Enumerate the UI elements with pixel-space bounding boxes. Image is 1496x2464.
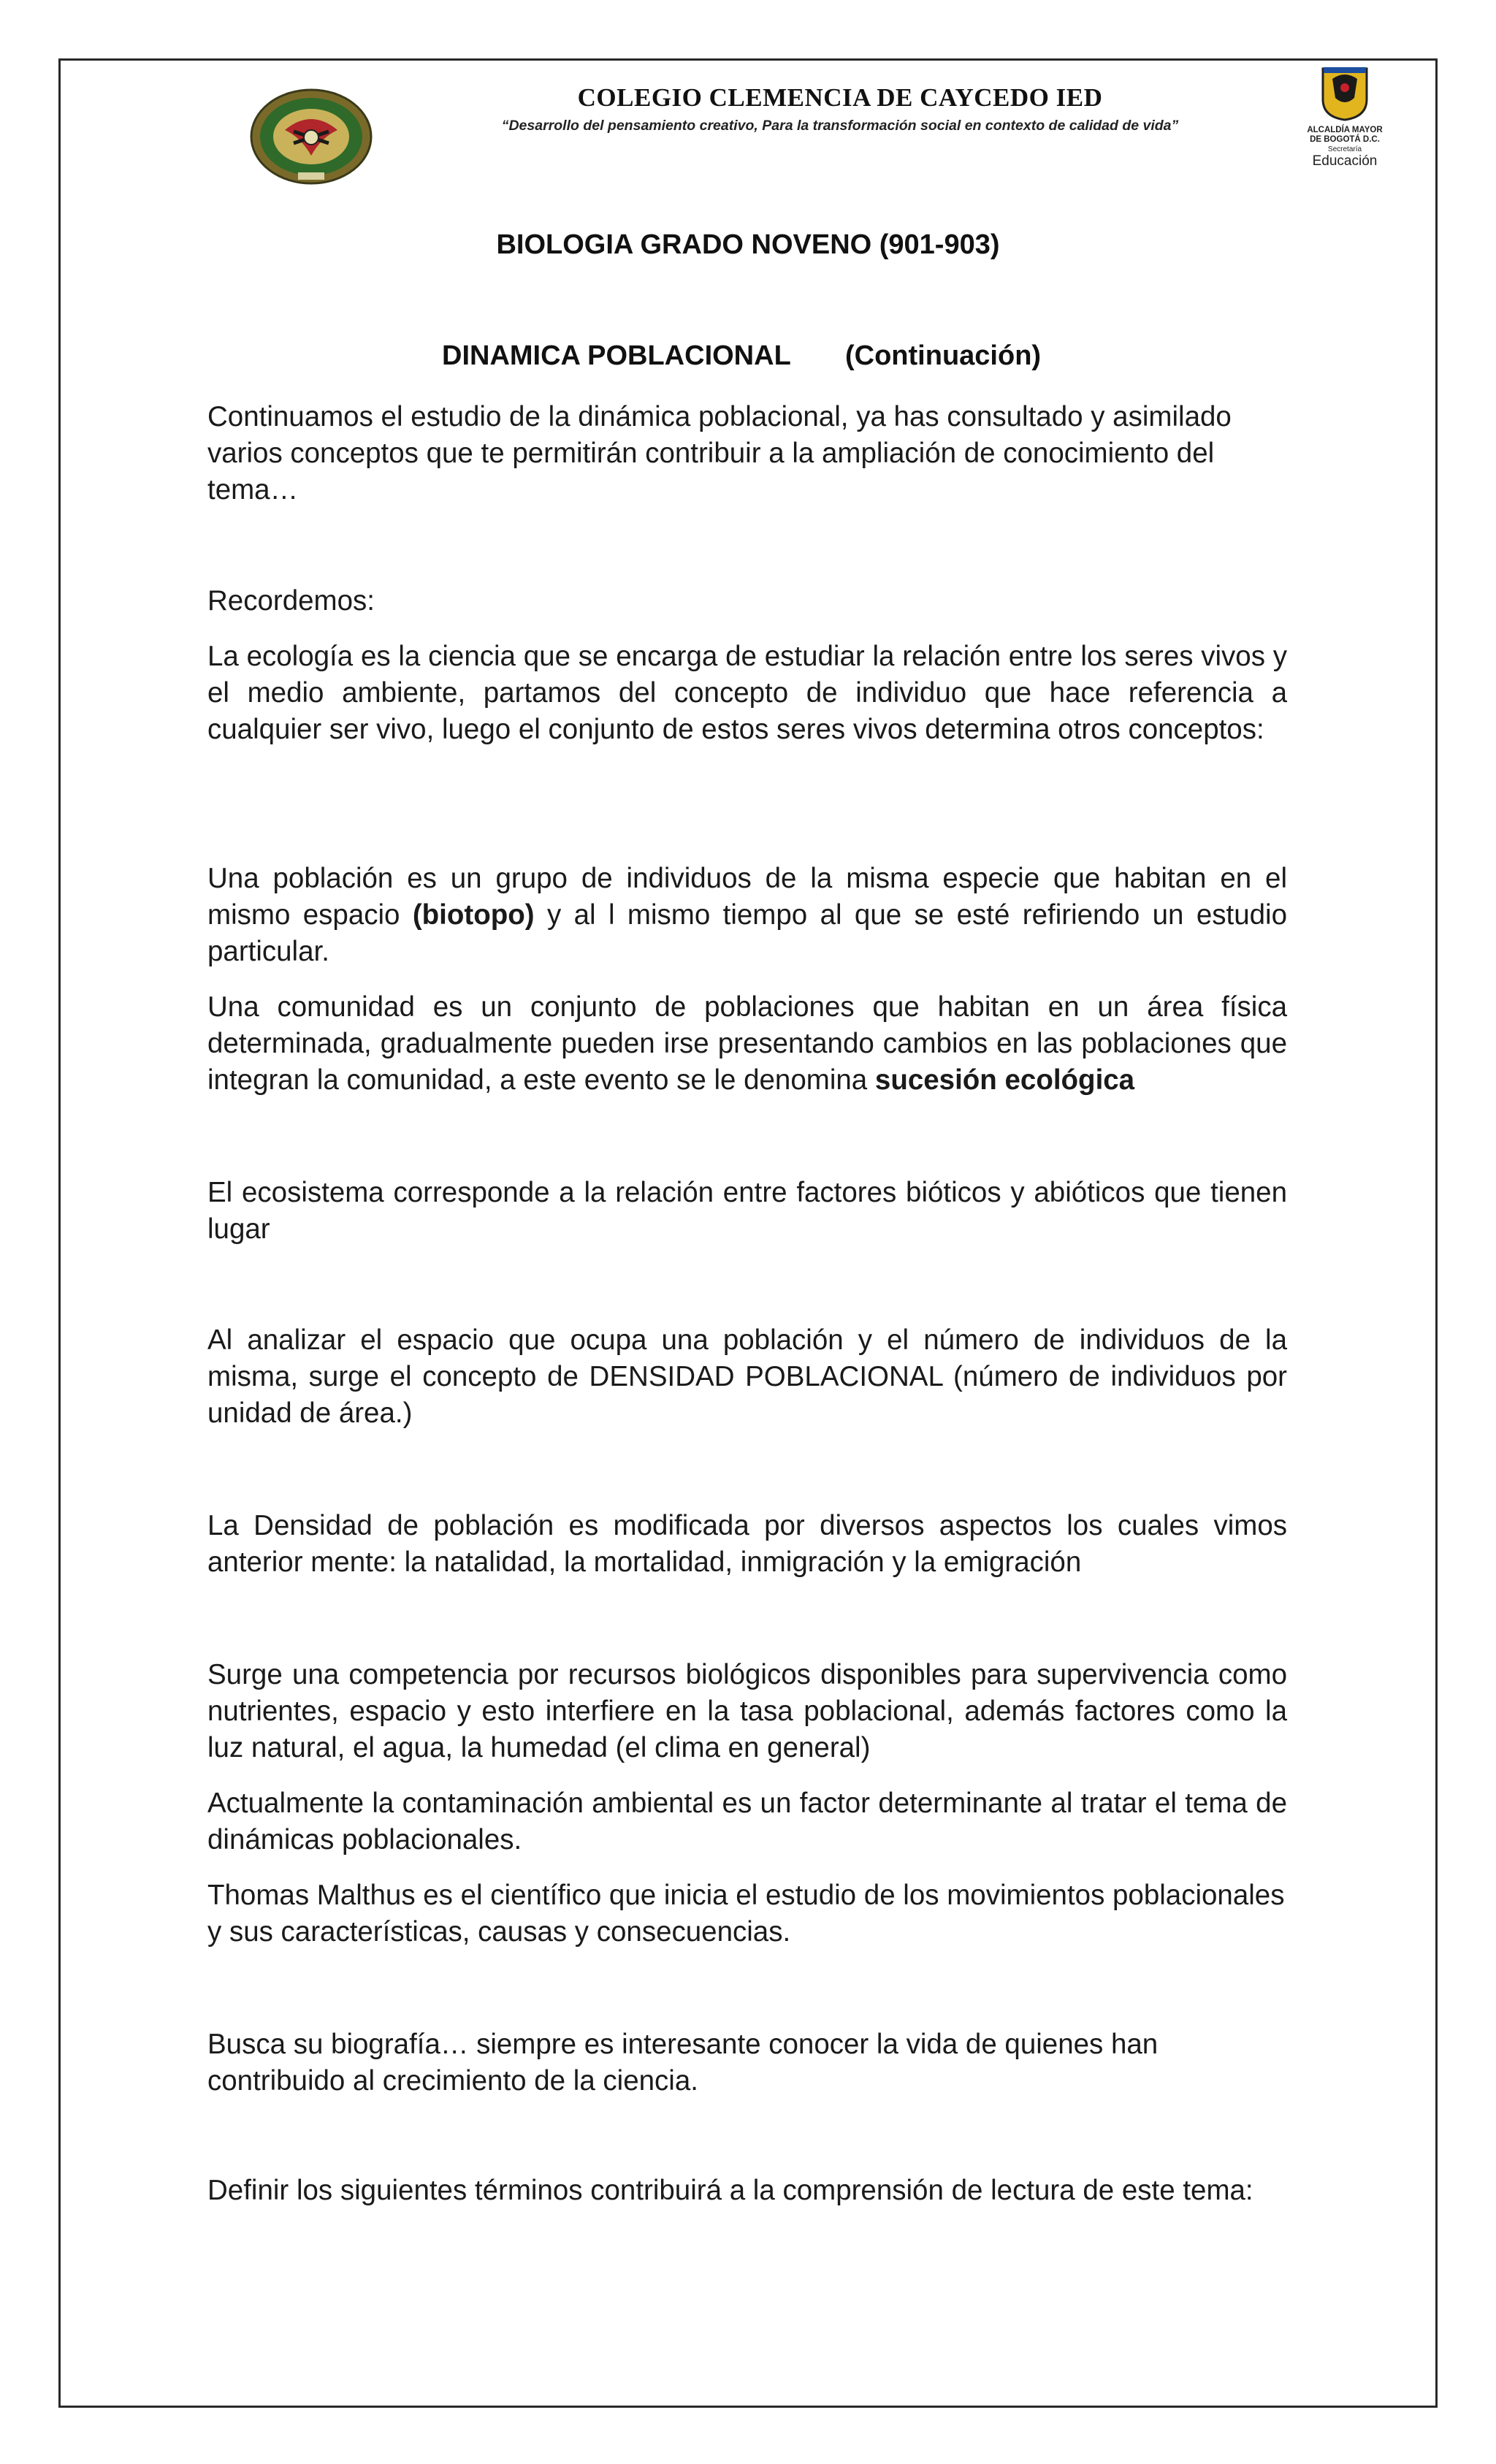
- paragraph-biografia: Busca su biografía… siempre es interesante conocer la vida de quienes han contribuido al crecimiento de la ciencia.: [207, 2029, 1159, 2097]
- logo-line-3: Secretaría: [1327, 145, 1362, 153]
- logo-line-1: ALCALDÍA MAYOR: [1307, 126, 1383, 134]
- paragraph-recordemos: Recordemos:: [207, 585, 375, 617]
- paragraph-ecologia: La ecología es la ciencia que se encarga de estudiar la relación entre los seres vivos y el medio ambiente, partamos del concepto de individuo que hace referencia a cualquier ser vivo, luego el conjunto de estos seres vivos determina otros conceptos:: [207, 641, 1287, 745]
- paragraph-densidad-modificada: La Densidad de población es modificada por diversos aspectos los cuales vimos anterior mente: la natalidad, la mortalidad, inmigración y la emigración: [207, 1510, 1287, 1578]
- paragraph-competencia: Surge una competencia por recursos biológicos disponibles para supervivencia como nutrientes, espacio y esto interfiere en la tasa poblacional, además factores como la luz natural, el agua, la humedad (el clima en general): [207, 1659, 1287, 1763]
- poblacion-text-a: Una población es un grupo de individuos de la misma especie que habitan en el mismo espacio: [207, 863, 1287, 931]
- paragraph-ecosistema: El ecosistema corresponde a la relación entre factores bióticos y abióticos que tienen lugar: [207, 1177, 1287, 1245]
- comunidad-text: Una comunidad es un conjunto de poblaciones que habitan en un área física determinada, gradualmente pueden irse presentando cambios en las poblaciones que integran la comunidad, a este evento se le denomina: [207, 991, 1287, 1096]
- topic-subtitle: (Continuación): [845, 340, 1042, 371]
- topic-title: DINAMICA POBLACIONAL: [442, 340, 791, 371]
- paragraph-intro: Continuamos el estudio de la dinámica poblacional, ya has consultado y asimilado varios conceptos que te permitirán contribuir a la ampliación de conocimiento del tema…: [207, 401, 1232, 506]
- school-motto: “Desarrollo del pensamiento creativo, Para la transformación social en contexto de calidad de vida”: [501, 118, 1179, 134]
- paragraph-contaminacion: Actualmente la contaminación ambiental es un factor determinante al tratar el tema de dinámicas poblacionales.: [207, 1788, 1287, 1855]
- school-name: COLEGIO CLEMENCIA DE CAYCEDO IED: [577, 83, 1103, 112]
- paragraph-comunidad: [207, 989, 1287, 1099]
- course-title: BIOLOGIA GRADO NOVENO (901-903): [496, 229, 1000, 260]
- school-crest-logo: [248, 86, 374, 187]
- logo-line-2: DE BOGOTÁ D.C.: [1310, 135, 1380, 144]
- paragraph-densidad: Al analizar el espacio que ocupa una población y el número de individuos de la misma, surge el concepto de DENSIDAD POBLACIONAL (número de individuos por unidad de área.): [207, 1324, 1287, 1429]
- poblacion-text-b: y al l mismo tiempo al que se esté refiriendo un estudio particular.: [207, 899, 1288, 967]
- biotopo-term: (biotopo): [412, 899, 535, 931]
- alcaldia-bogota-logo: [1290, 64, 1400, 181]
- paragraph-poblacion: [207, 861, 1287, 970]
- sucesion-ecologica-term: sucesión ecológica: [874, 1064, 1135, 1096]
- logo-line-4: Educación: [1312, 153, 1378, 169]
- paragraph-definir: Definir los siguientes términos contribuirá a la comprensión de lectura de este tema:: [207, 2175, 1253, 2206]
- paragraph-malthus: Thomas Malthus es el científico que inicia el estudio de los movimientos poblacionales y sus características, causas y consecuencias.: [207, 1880, 1285, 1948]
